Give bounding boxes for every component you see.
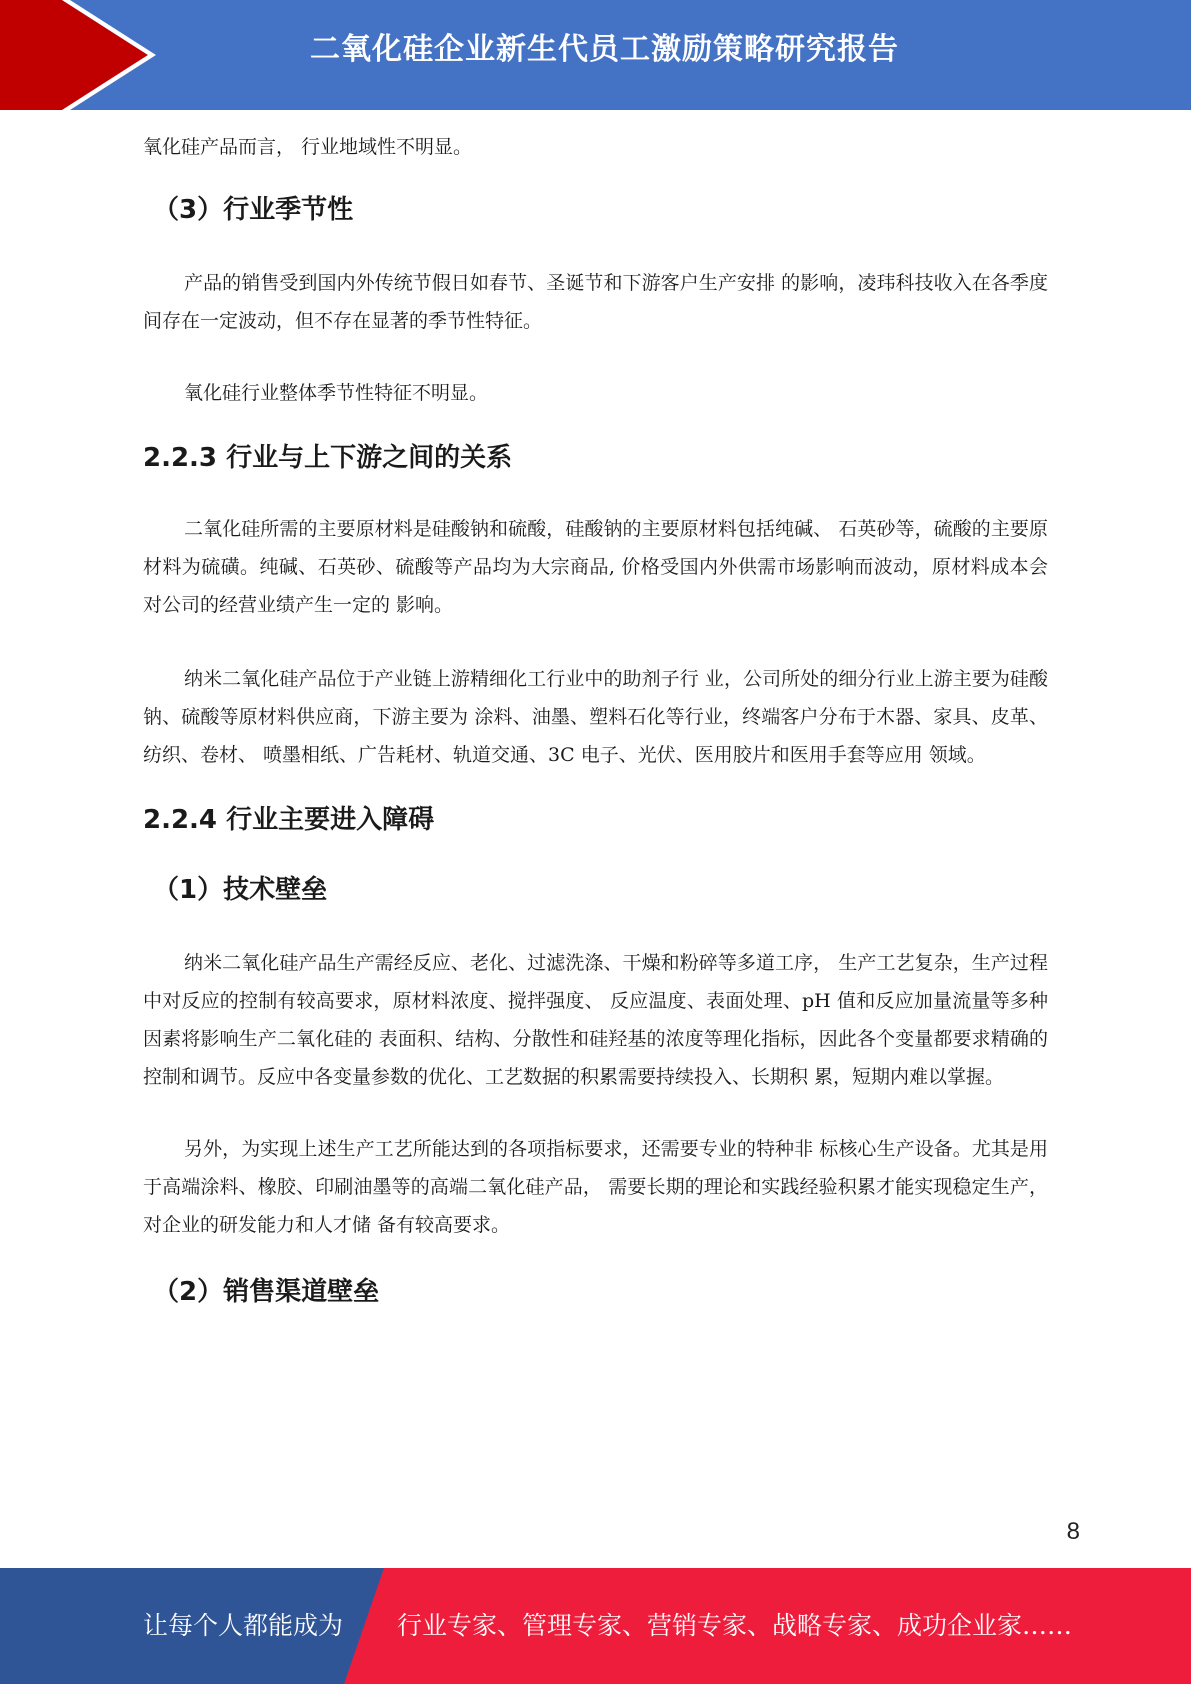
page-header	[0, 0, 1191, 110]
document-body	[143, 128, 1048, 1312]
paragraph-seasonality-2: 氧化硅行业整体季节性特征不明显。	[184, 382, 489, 404]
paragraph-technical-barrier-2: 另外，为实现上述生产工艺所能达到的各项指标要求，还需要专业的特种非 标核心生产设备。尤其是用于高端涂料、橡胶、印刷油墨等的高端二氧化硅产品， 需要长期的理论和实践经验积累才能实现稳定生产，对企业的研发能力和人才储 备有较高要求。	[143, 1138, 1048, 1236]
section-heading-2-2-4: 2.2.4 行业主要进入障碍	[143, 805, 435, 835]
section-heading-2-2-3: 2.2.3 行业与上下游之间的关系	[143, 443, 513, 473]
footer-slogan-left: 让每个人都能成为	[143, 1611, 344, 1640]
page-footer	[0, 1568, 1191, 1684]
paragraph-technical-barrier-1: 纳米二氧化硅产品生产需经反应、老化、过滤洗涤、干燥和粉碎等多道工序， 生产工艺复杂，生产过程中对反应的控制有较高要求，原材料浓度、搅拌强度、 反应温度、表面处理、pH 值和反应加量流量等多种因素将影响生产二氧化硅的 表面积、结构、分散性和硅羟基的浓度等理化指标，因此各个变量都要求精确的 控制和调节。反应中各变量参数的优化、工艺数据的积累需要持续投入、长期积 累，短期内难以掌握。	[143, 952, 1048, 1088]
heading-sales-channel-barrier: （2）销售渠道壁垒	[153, 1277, 380, 1307]
paragraph-seasonality-1: 产品的销售受到国内外传统节假日如春节、圣诞节和下游客户生产安排 的影响，凌玮科技收入在各季度间存在一定波动，但不存在显著的季节性特征。	[143, 272, 1048, 332]
heading-technical-barrier: （1）技术壁垒	[153, 875, 328, 905]
paragraph-supply-chain-2: 纳米二氧化硅产品位于产业链上游精细化工行业中的助剂子行 业，公司所处的细分行业上游主要为硅酸钠、硫酸等原材料供应商，下游主要为 涂料、油墨、塑料石化等行业，终端客户分布于木器、家具、皮革、纺织、卷材、 喷墨相纸、广告耗材、轨道交通、3C 电子、光伏、医用胶片和医用手套等应用 领域。	[143, 668, 1048, 766]
heading-seasonality: （3）行业季节性	[153, 195, 354, 225]
report-title: 二氧化硅企业新生代员工激励策略研究报告	[310, 32, 899, 67]
paragraph-intro: 氧化硅产品而言， 行业地域性不明显。	[143, 136, 473, 158]
paragraph-supply-chain-1: 二氧化硅所需的主要原材料是硅酸钠和硫酸，硅酸钠的主要原材料包括纯碱、 石英砂等，硫酸的主要原材料为硫磺。纯碱、石英砂、硫酸等产品均为大宗商品, 价格受国内外供需市场影响而波动，原材料成本会对公司的经营业绩产生一定的 影响。	[143, 518, 1048, 616]
page-number: 8	[1066, 1518, 1080, 1545]
footer-slogan-right: 行业专家、管理专家、营销专家、战略专家、成功企业家……	[397, 1611, 1073, 1640]
